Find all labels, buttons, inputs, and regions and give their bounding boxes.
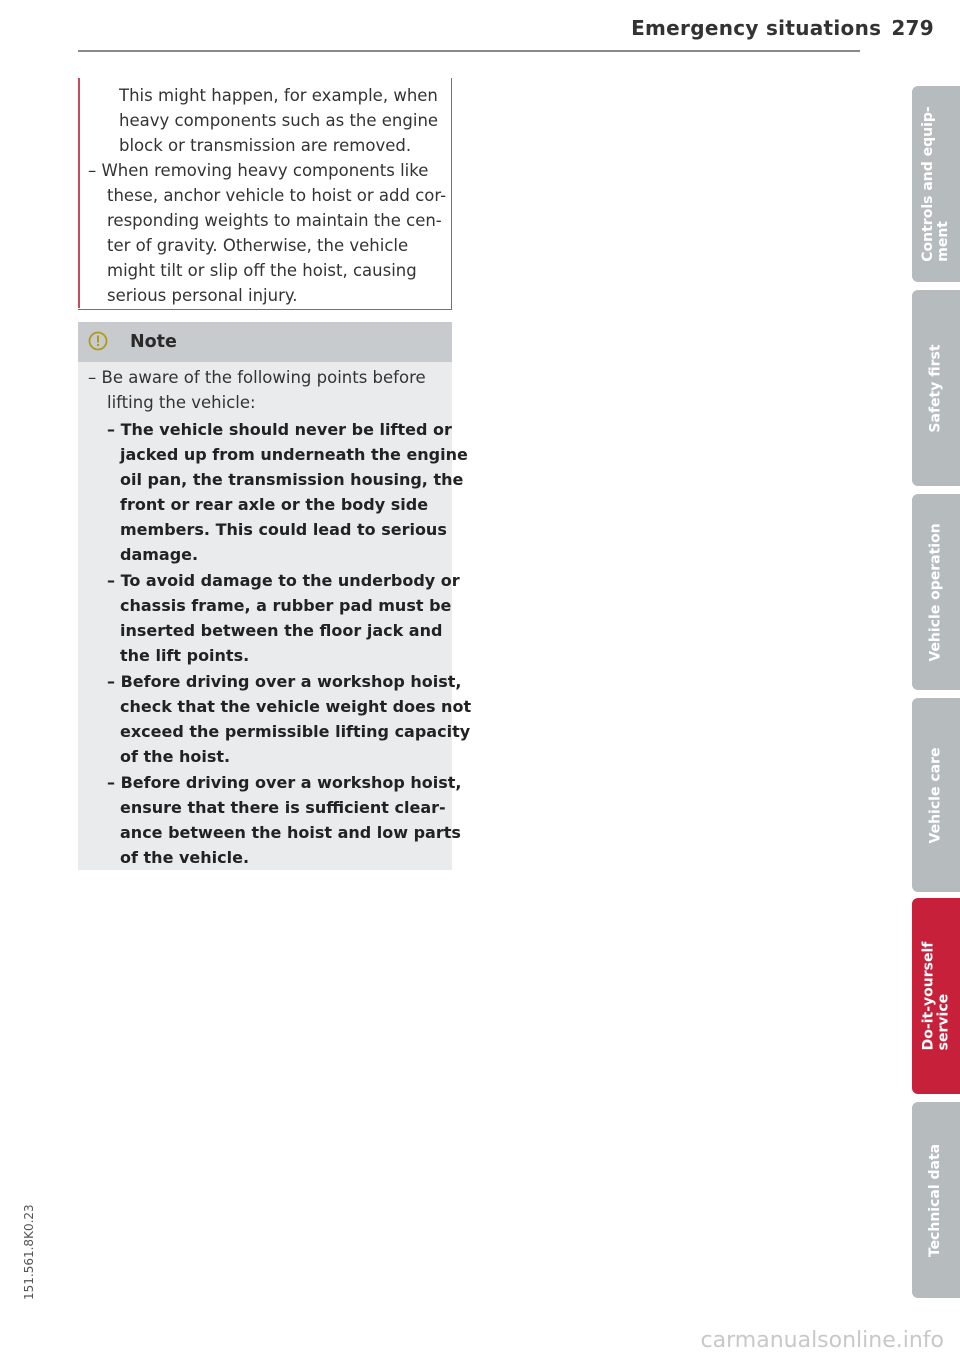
warning-line: responding weights to maintain the cen- (107, 211, 442, 230)
note-item-line: front or rear axle or the body side (120, 495, 429, 514)
tab-label: Vehicle operation (927, 522, 944, 662)
tab-do-it-yourself-service[interactable] (912, 898, 960, 1094)
note-item-line: – Before driving over a workshop hoist, (107, 773, 462, 792)
note-intro-line: lifting the vehicle: (107, 393, 256, 412)
note-item-line: ance between the hoist and low parts (120, 823, 461, 842)
note-item-line: jacked up from underneath the engine (120, 445, 468, 464)
note-item-line: oil pan, the transmission housing, the (120, 470, 464, 489)
note-item-line: check that the vehicle weight does not (120, 697, 472, 716)
note-item-line: chassis frame, a rubber pad must be (120, 596, 452, 615)
warning-line: ter of gravity. Otherwise, the vehicle (107, 236, 409, 255)
note-intro-line: – Be aware of the following points before (88, 368, 426, 387)
warning-line: these, anchor vehicle to hoist or add cor- (107, 186, 447, 205)
header-rule (78, 50, 860, 52)
tab-label: Vehicle care (927, 747, 944, 843)
warning-line: heavy components such as the engine (119, 111, 439, 130)
warning-line: serious personal injury. (107, 286, 298, 305)
note-item-line: of the hoist. (120, 747, 231, 766)
document-code: 151.561.8K0.23 (22, 1204, 36, 1300)
page-header (631, 16, 934, 40)
tab-label: Safety first (927, 343, 944, 433)
tab-safety-first[interactable] (912, 290, 960, 486)
note-header (78, 322, 452, 362)
exclamation-circle-icon (88, 331, 108, 351)
note-item-line: ensure that there is sufficient clear- (120, 798, 446, 817)
warning-line: block or transmission are removed. (119, 136, 412, 155)
warning-line: – When removing heavy components like (88, 161, 429, 180)
note-title: Note (130, 332, 177, 352)
section-title: Emergency situations (631, 16, 882, 40)
tab-vehicle-care[interactable] (912, 698, 960, 892)
warning-left-rule (78, 78, 80, 308)
tab-label: Controls and equip- ment (920, 106, 952, 262)
note-item-line: members. This could lead to serious (120, 520, 447, 539)
tab-label: Do-it-yourself service (920, 941, 951, 1051)
note-item-line: exceed the permissible lifting capacity (120, 722, 471, 741)
tab-technical-data[interactable] (912, 1102, 960, 1298)
warning-line: might tilt or slip off the hoist, causing (107, 261, 417, 280)
watermark: carmanualsonline.info (700, 1328, 944, 1353)
tab-controls-and-equipment[interactable] (912, 86, 960, 282)
note-item-line: of the vehicle. (120, 848, 250, 867)
tab-label: Technical data (927, 1143, 944, 1257)
note-item-line: – The vehicle should never be lifted or (107, 420, 452, 439)
warning-line: This might happen, for example, when (119, 86, 438, 105)
note-item-line: inserted between the floor jack and (120, 621, 443, 640)
tab-vehicle-operation[interactable] (912, 494, 960, 690)
note-item-line: – To avoid damage to the underbody or (107, 571, 460, 590)
note-item-line: – Before driving over a workshop hoist, (107, 672, 462, 691)
note-item-line: the lift points. (120, 646, 250, 665)
note-item-line: damage. (120, 545, 199, 564)
page-number: 279 (891, 16, 934, 40)
